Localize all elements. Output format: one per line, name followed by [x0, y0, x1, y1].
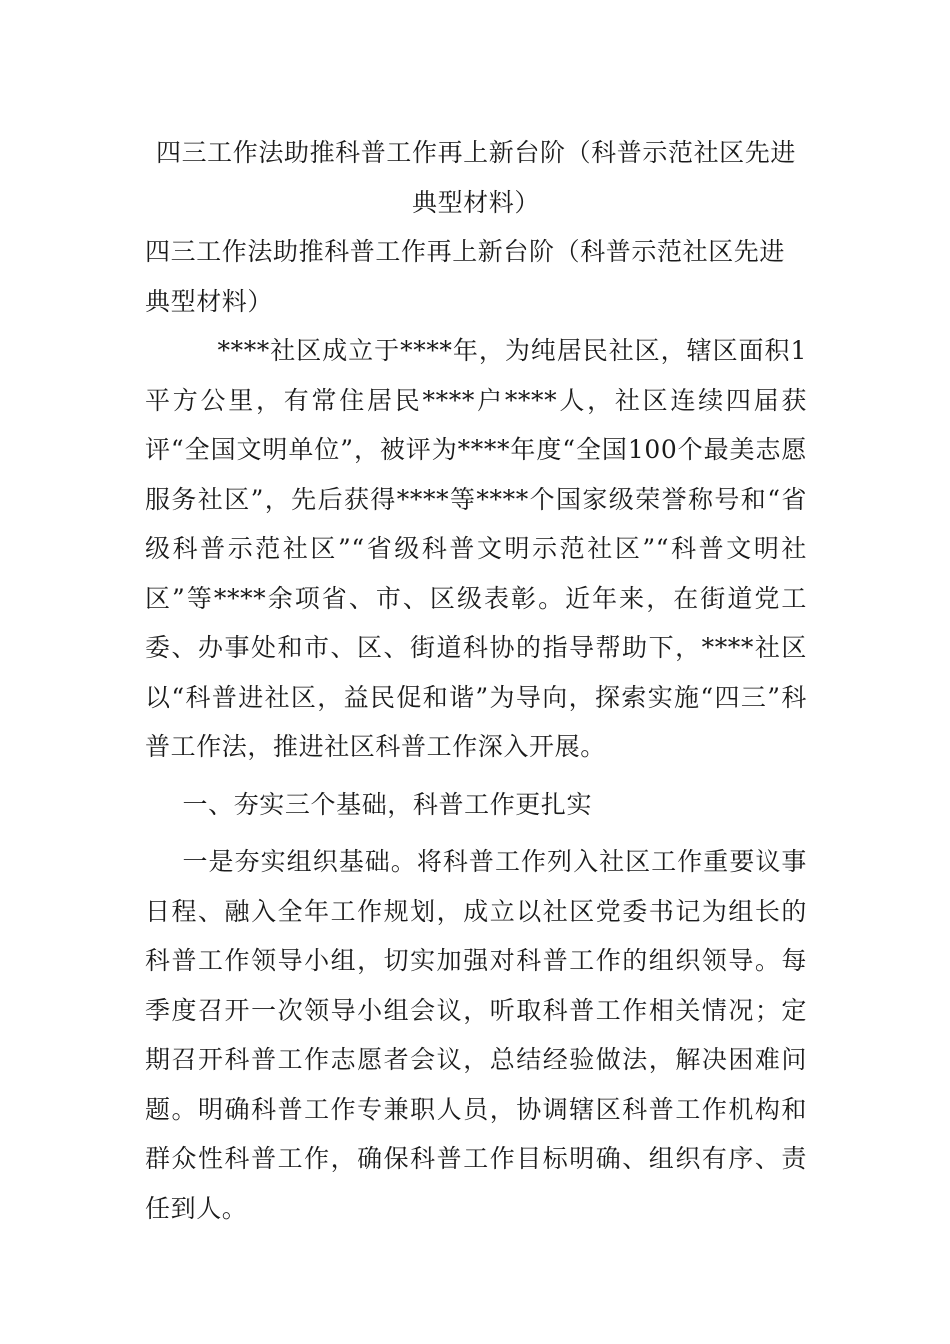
document-body	[145, 128, 807, 1233]
body-paragraph: 一是夯实组织基础。将科普工作列入社区工作重要议事日程、融入全年工作规划，成立以社区党委书记为组长的科普工作领导小组，切实加强对科普工作的组织领导。每季度召开一次领导小组会议，听取科普工作相关情况；定期召开科普工作志愿者会议，总结经验做法，解决困难问题。明确科普工作专兼职人员，协调辖区科普工作机构和群众性科普工作，确保科普工作目标明确、组织有序、责任到人。	[145, 847, 807, 1223]
document-title: 四三工作法助推科普工作再上新台阶（科普示范社区先进典型材料）	[155, 138, 796, 217]
section-heading: 一、夯实三个基础，科普工作更扎实	[182, 789, 593, 819]
document-title-repeated: 四三工作法助推科普工作再上新台阶（科普示范社区先进典型材料）	[145, 237, 786, 316]
intro-paragraph: ****社区成立于****年，为纯居民社区，辖区面积1平方公里，有常住居民****户****人，社区连续四届获评“全国文明单位”，被评为****年度“全国100个最美志愿服务社区”，先后获得****等****个国家级荣誉称号和“省级科普示范社区”“省级科普文明示范社区”“科普文明社区”等****余项省、市、区级表彰。近年来，在街道党工委、办事处和市、区、街道科协的指导帮助下，****社区以“科普进社区，益民促和谐”为导向，探索实施“四三”科普工作法，推进社区科普工作深入开展。	[145, 336, 807, 761]
